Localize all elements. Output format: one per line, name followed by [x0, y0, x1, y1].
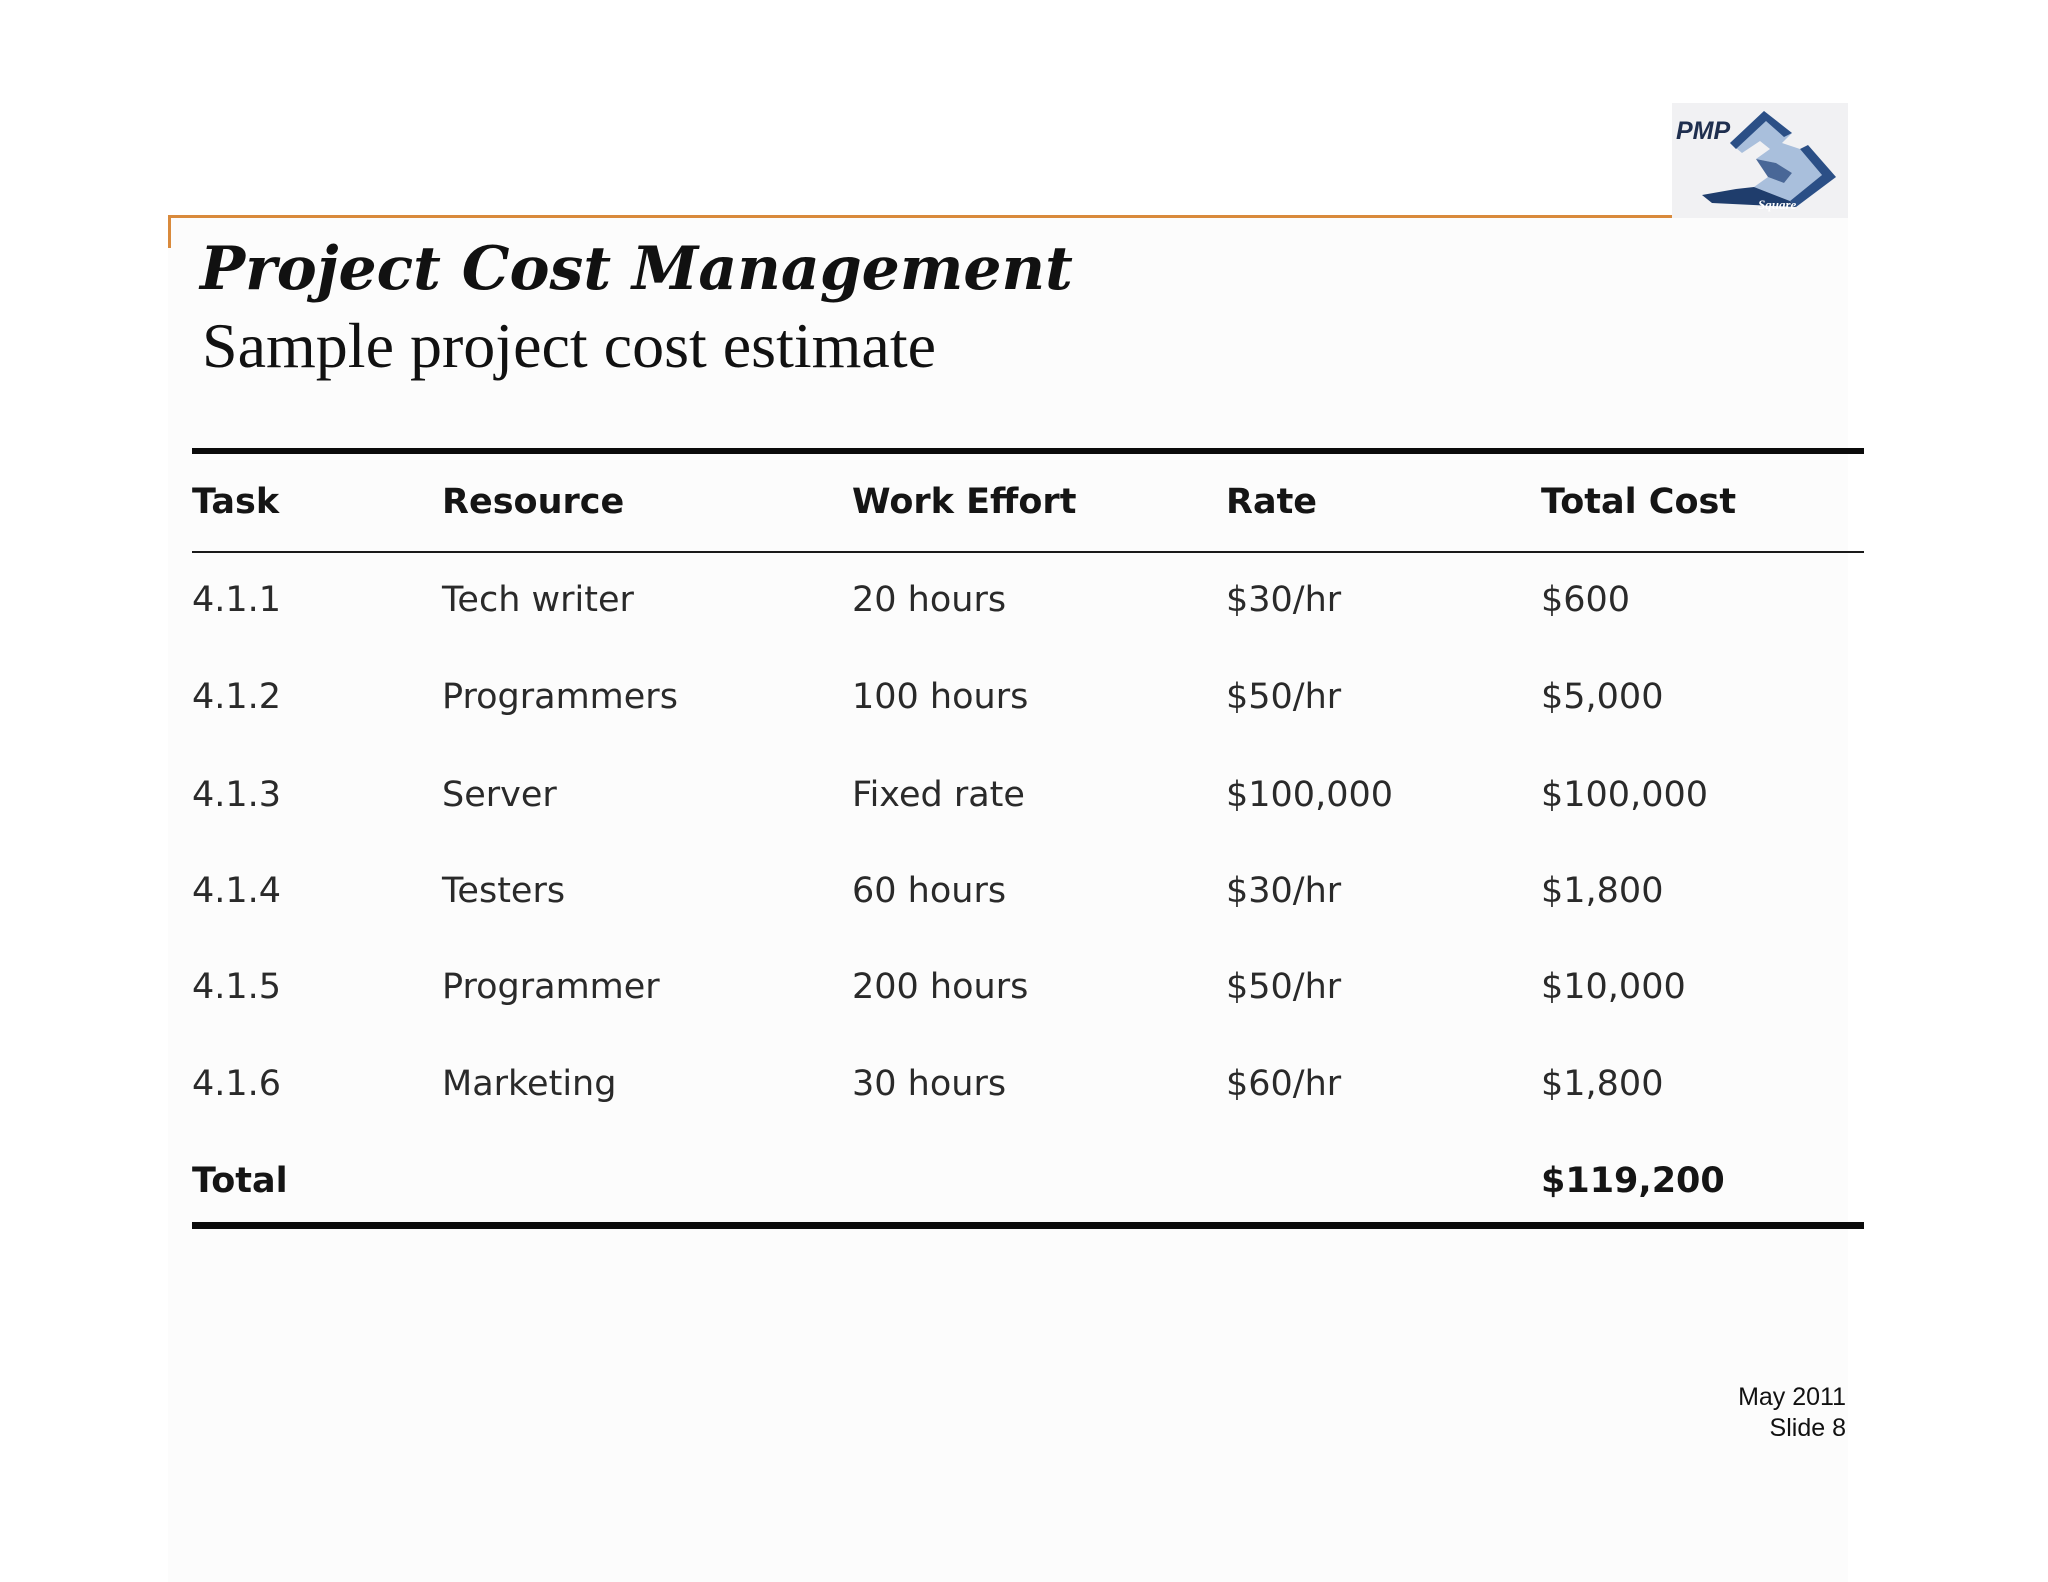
table-row — [192, 765, 1864, 825]
footer-date: May 2011 — [1738, 1383, 1846, 1411]
logo-text-sub: Square — [1758, 197, 1797, 212]
cell-work-effort: 30 hours — [852, 1064, 1007, 1104]
cell-resource: Tech writer — [442, 580, 634, 620]
table-bottom-rule — [192, 1222, 1864, 1229]
cell-rate: $60/hr — [1226, 1064, 1342, 1104]
pmp-square-logo — [1672, 103, 1848, 218]
header-work-effort: Work Effort — [852, 482, 1077, 522]
cell-rate: $50/hr — [1226, 967, 1342, 1007]
cell-resource: Marketing — [442, 1064, 617, 1104]
table-total-row — [192, 1151, 1864, 1211]
table-row — [192, 957, 1864, 1017]
slide-title: Project Cost Management — [200, 234, 1073, 304]
footer-slide-number: Slide 8 — [1769, 1414, 1846, 1442]
total-label: Total — [192, 1161, 288, 1201]
cell-work-effort: Fixed rate — [852, 775, 1025, 815]
total-value: $119,200 — [1541, 1161, 1725, 1201]
header-accent-rule — [168, 215, 1846, 218]
table-row — [192, 570, 1864, 630]
cell-task: 4.1.2 — [192, 677, 282, 717]
table-row — [192, 667, 1864, 727]
header-total-cost: Total Cost — [1541, 482, 1737, 522]
cell-total-cost: $1,800 — [1541, 1064, 1664, 1104]
cell-work-effort: 60 hours — [852, 871, 1007, 911]
cell-total-cost: $600 — [1541, 580, 1631, 620]
slide-footer — [1738, 1382, 1846, 1444]
slide-subtitle: Sample project cost estimate — [202, 310, 936, 381]
cell-resource: Testers — [442, 871, 566, 911]
cell-task: 4.1.6 — [192, 1064, 282, 1104]
cell-total-cost: $100,000 — [1541, 775, 1709, 815]
cell-task: 4.1.4 — [192, 871, 282, 911]
cell-total-cost: $10,000 — [1541, 967, 1686, 1007]
table-header-row — [192, 472, 1864, 532]
cell-resource: Server — [442, 775, 557, 815]
cell-rate: $30/hr — [1226, 580, 1342, 620]
header-accent-tick — [168, 215, 171, 248]
header-task: Task — [192, 482, 280, 522]
cell-task: 4.1.5 — [192, 967, 282, 1007]
table-header-rule — [192, 551, 1864, 553]
cell-work-effort: 100 hours — [852, 677, 1029, 717]
cell-rate: $50/hr — [1226, 677, 1342, 717]
cell-rate: $30/hr — [1226, 871, 1342, 911]
cell-rate: $100,000 — [1226, 775, 1394, 815]
cell-total-cost: $1,800 — [1541, 871, 1664, 911]
cell-total-cost: $5,000 — [1541, 677, 1664, 717]
cell-resource: Programmers — [442, 677, 678, 717]
cell-work-effort: 20 hours — [852, 580, 1007, 620]
logo-text-main: PMP — [1676, 117, 1731, 145]
cost-estimate-table — [192, 448, 1864, 1229]
cell-task: 4.1.1 — [192, 580, 282, 620]
cell-work-effort: 200 hours — [852, 967, 1029, 1007]
header-rate: Rate — [1226, 482, 1318, 522]
cell-task: 4.1.3 — [192, 775, 282, 815]
header-resource: Resource — [442, 482, 625, 522]
table-row — [192, 861, 1864, 921]
table-row — [192, 1054, 1864, 1114]
cell-resource: Programmer — [442, 967, 660, 1007]
table-top-rule — [192, 448, 1864, 454]
